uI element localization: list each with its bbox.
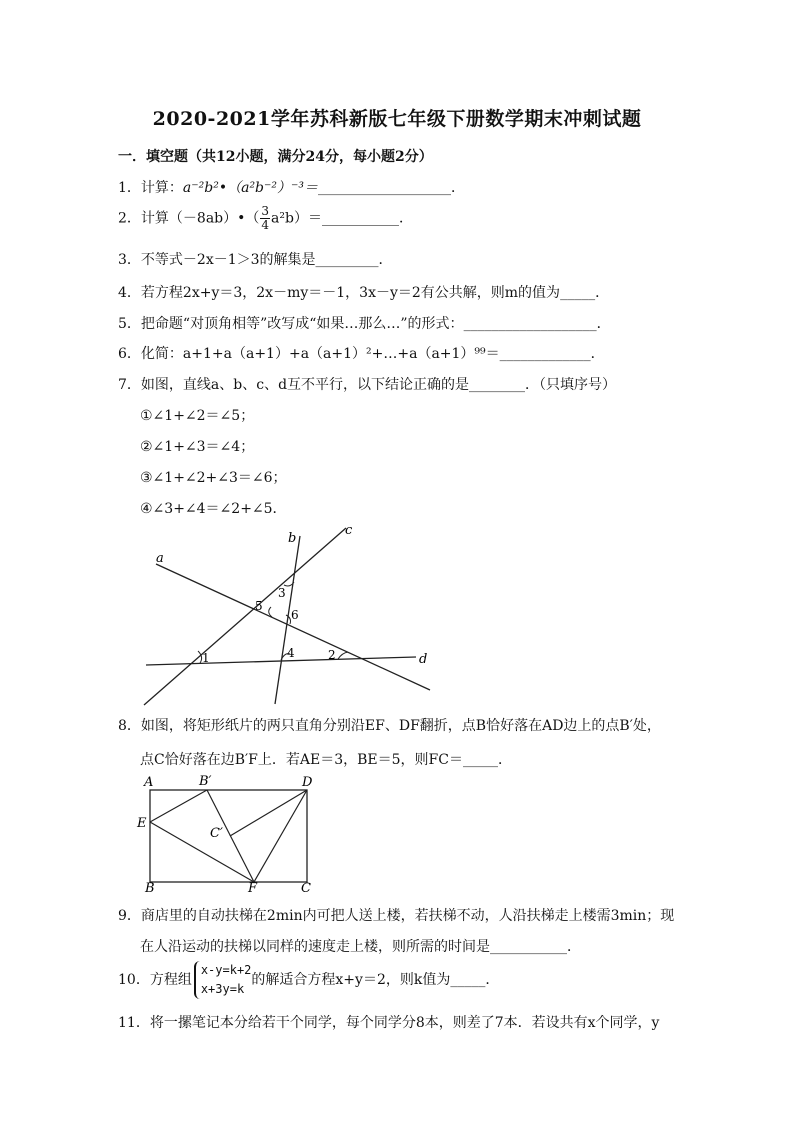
answer-blank: _____________ xyxy=(499,346,591,362)
segment-eb-prime xyxy=(150,790,207,822)
question-number: 9． xyxy=(118,908,141,924)
label-point-e: E xyxy=(137,816,147,831)
answer-blank: ___________________ xyxy=(463,316,597,332)
question-number: 6． xyxy=(118,346,141,362)
question-8-continued xyxy=(140,749,512,769)
label-b: b xyxy=(288,531,297,546)
answer-blank: ___________ xyxy=(490,939,567,955)
answer-blank: ___________________ xyxy=(318,180,452,196)
question-end: ． xyxy=(567,939,581,955)
question-number: 5． xyxy=(118,316,141,332)
question-number: 7． xyxy=(118,377,141,393)
question-text: 化简：a+1+a（a+1）+a（a+1）²+…+a（a+1）⁹⁹＝ xyxy=(140,346,500,362)
question-end: ． xyxy=(596,316,611,332)
question-number: 4． xyxy=(118,285,141,301)
question-text: 在人沿运动的扶梯以同样的速度走上楼，则所需的时间是 xyxy=(140,939,490,955)
fraction-numerator: 3 xyxy=(261,204,270,218)
question-end: ． xyxy=(451,180,466,196)
question-text: 方程组 xyxy=(149,972,192,988)
question-5 xyxy=(118,313,611,333)
label-point-b: B xyxy=(145,881,155,894)
math-expression: a⁻²b²•（a²b⁻²）⁻³＝ xyxy=(182,180,319,196)
segment-dc-prime xyxy=(230,790,307,836)
label-angle-2: 2 xyxy=(328,648,336,662)
question-number: 1． xyxy=(118,180,141,196)
question-end: ．（只填序号） xyxy=(525,377,617,393)
equation-2: x+3y=k xyxy=(200,982,245,996)
question-end: ． xyxy=(595,285,610,301)
question-text: 如图，将矩形纸片的两只直角分别沿EF、DF翻折，点B恰好落在AD边上的点B′处， xyxy=(140,718,661,734)
label-c: c xyxy=(345,523,353,538)
label-point-d: D xyxy=(302,775,313,790)
option-2: ②∠1+∠3＝∠4； xyxy=(140,439,255,455)
fraction-denominator: 4 xyxy=(261,218,270,232)
question-text: 计算（－8ab）•（ xyxy=(140,210,260,227)
label-point-a: A xyxy=(144,775,154,790)
label-angle-4: 4 xyxy=(287,646,295,660)
question-3 xyxy=(118,249,393,269)
label-angle-5: 5 xyxy=(255,599,263,613)
answer-blank: _____ xyxy=(462,752,498,768)
line-c xyxy=(144,528,346,705)
question-9 xyxy=(118,905,674,925)
question-11 xyxy=(118,1012,659,1032)
question-text: 将一摞笔记本分给若干个同学，每个同学分8本，则差了7本．若设共有x个同学，y xyxy=(149,1015,660,1031)
question-end: ． xyxy=(378,252,393,268)
question-text: 不等式－2x－1＞3的解集是 xyxy=(140,252,316,268)
option-1: ①∠1+∠2＝∠5； xyxy=(140,408,255,424)
answer-blank: _____ xyxy=(560,285,596,301)
answer-blank: ___________ xyxy=(321,210,399,227)
label-d: d xyxy=(419,652,428,667)
question-9-continued xyxy=(140,936,581,956)
question-text: 把命题“对顶角相等”改写成“如果…那么…”的形式： xyxy=(140,316,464,332)
question-4 xyxy=(118,282,609,302)
equation-1: x-y=k+2 xyxy=(200,963,252,977)
question-7 xyxy=(118,374,616,394)
intersecting-lines-figure xyxy=(138,522,438,707)
label-point-f: F xyxy=(248,881,258,894)
answer-blank: ________ xyxy=(469,377,526,393)
question-end: ． xyxy=(485,972,500,988)
question-number: 10． xyxy=(118,972,150,988)
question-text: 点C恰好落在边B′F上．若AE＝3，BE＝5，则FC＝ xyxy=(140,752,463,768)
answer-blank: _____ xyxy=(450,972,486,988)
option-4: ④∠3+∠4＝∠2+∠5． xyxy=(140,501,287,517)
question-2 xyxy=(118,205,413,232)
question-end: ． xyxy=(398,210,413,227)
question-end: ． xyxy=(497,752,512,768)
answer-blank: _________ xyxy=(315,252,379,268)
page-title: 2020-2021学年苏科新版七年级下册数学期末冲刺试题 xyxy=(152,108,642,130)
label-angle-6: 6 xyxy=(291,608,299,622)
folded-rectangle-figure xyxy=(136,772,326,894)
question-text-tail: 的解适合方程x+y＝2，则k值为 xyxy=(251,972,451,988)
question-number: 8． xyxy=(118,718,141,734)
question-number: 11． xyxy=(118,1015,150,1031)
label-point-c-prime: C′ xyxy=(210,826,223,841)
question-1 xyxy=(118,177,465,197)
label-a: a xyxy=(156,551,164,566)
equation-system xyxy=(194,961,252,999)
question-number: 3． xyxy=(118,252,141,268)
question-6 xyxy=(118,343,605,363)
question-end: ． xyxy=(590,346,605,362)
label-angle-1: 1 xyxy=(202,651,210,665)
question-text-tail: a²b）＝ xyxy=(271,210,322,227)
label-point-c: C xyxy=(301,881,311,894)
segment-df xyxy=(254,790,307,882)
question-8 xyxy=(118,715,661,735)
label-angle-3: 3 xyxy=(278,586,286,600)
question-10 xyxy=(118,961,499,999)
question-text: 计算： xyxy=(140,180,183,196)
fraction xyxy=(260,205,270,232)
question-text: 如图，直线a、b、c、d互不平行，以下结论正确的是 xyxy=(140,377,470,393)
question-number: 2． xyxy=(118,210,141,227)
option-3: ③∠1+∠2+∠3＝∠6； xyxy=(140,470,287,486)
question-text: 若方程2x+y＝3，2x－my＝－1，3x－y＝2有公共解，则m的值为 xyxy=(140,285,561,301)
label-point-b-prime: B′ xyxy=(199,774,212,789)
section-heading: 一．填空题（共12小题，满分24分，每小题2分） xyxy=(118,149,433,165)
angle-2-arc xyxy=(338,652,348,659)
question-text: 商店里的自动扶梯在2min内可把人送上楼，若扶梯不动，人沿扶梯走上楼需3min；现 xyxy=(140,908,675,924)
